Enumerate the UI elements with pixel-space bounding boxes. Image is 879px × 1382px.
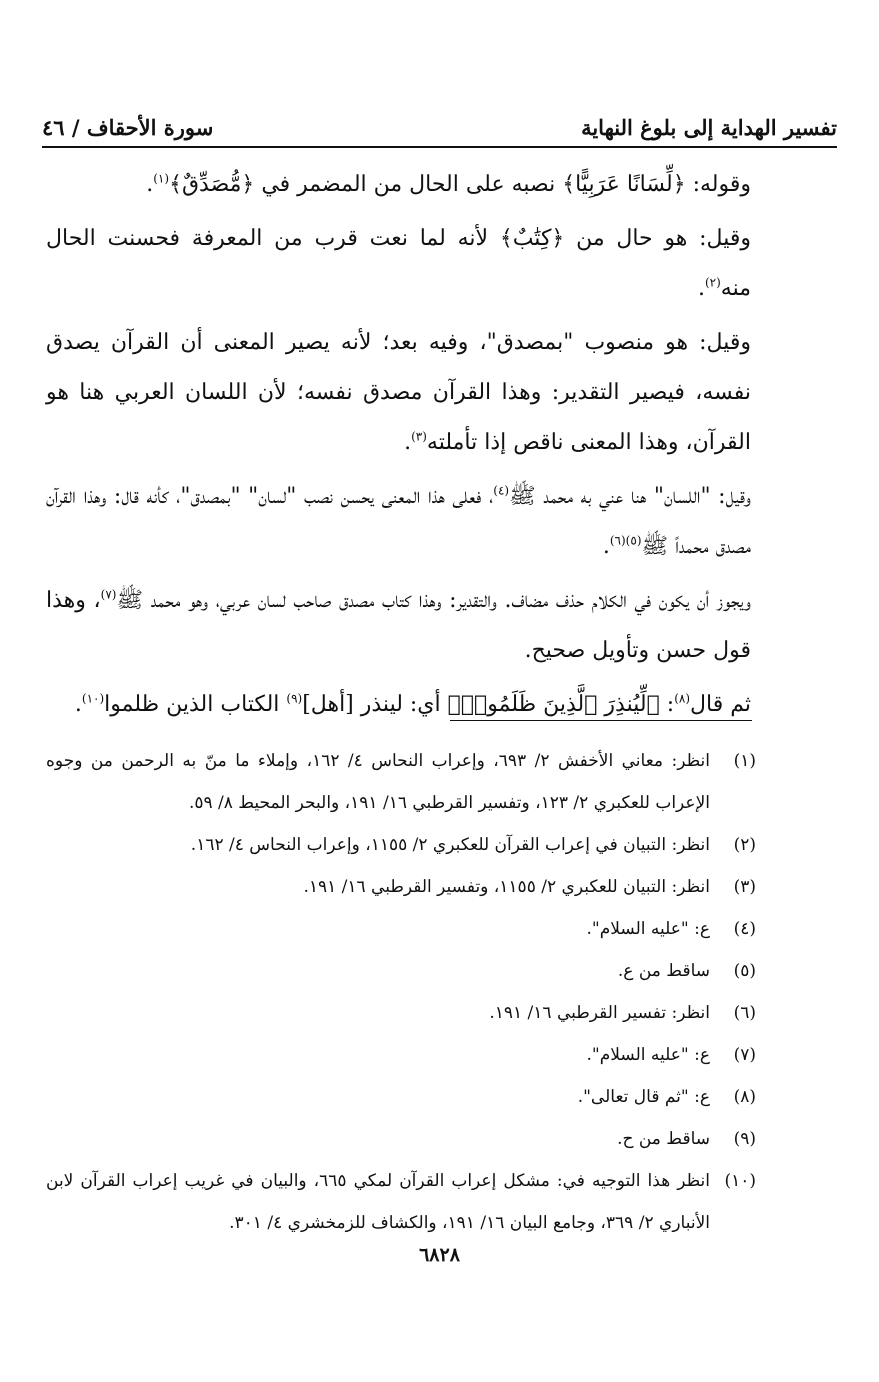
paragraph-6: ثم قال$^{(٨)}$: ﴿لِّيُنذِرَ ٱلَّذِينَ ظَلَمُوا۟﴾ أي: لينذر [أهل]$^{(٩)}$ الكتاب الذين ظلموا$^{(١٠)}$. <box>74 691 751 717</box>
footnote-item: (٤) ع: "عليه السلام". <box>586 919 756 939</box>
main-text <box>46 160 751 734</box>
book-title: تفسير الهداية إلى بلوغ النهاية <box>581 115 837 140</box>
footnote-ref: (٥)(٦) <box>609 533 642 548</box>
footnote-ref: (٧) <box>100 587 117 602</box>
footnote-ref: (١) <box>153 171 170 186</box>
footnote-ref: (١٠) <box>81 691 105 706</box>
footnote-item: (٩) ساقط من ح. <box>617 1129 756 1149</box>
footnote-ref: (٢) <box>704 275 721 290</box>
paragraph-3: وقيل: هو منصوب "بمصدق"، وفيه بعد؛ لأنه يصير المعنى أن القرآن يصدق نفسه، فيصير التقدير: وهذا القرآن مصدق نفسه؛ لأن اللسان العربي هنا هو القرآن، وهذا المعنى ناقص إذا تأملته$^{(٣)}$. <box>46 330 751 455</box>
footnote-item: (٥) ساقط من ع. <box>617 961 756 981</box>
footnote-item: (٧) ع: "عليه السلام". <box>586 1045 756 1065</box>
paragraph-1: وقوله: ﴿لِّسَانًا عَرَبِيًّا﴾ نصبه على الحال من المضمر في ﴿مُّصَدِّقٌ﴾$^{(١)}$. <box>146 171 751 197</box>
paragraph-5: ويجوز أن يكون في الكلام حذف مضاف. والتقدير: وهذا كتاب مصدق صاحب لسان عربي، وهو محمد ﷺ$^{(٧)}$، وهذا قول حسن وتأويل صحيح. <box>46 587 751 663</box>
footnote-ref: (٨) <box>674 691 691 706</box>
footnote-ref: (٤) <box>493 483 510 498</box>
footnote-item: (٣) انظر: التبيان للعكبري ٢/ ١١٥٥، وتفسير القرطبي ١٦/ ١٩١. <box>303 877 756 897</box>
paragraph-2: وقيل: هو حال من ﴿كِتَٰبٌ﴾ لأنه لما نعت قرب من المعرفة فحسنت الحال منه$^{(٢)}$. <box>46 226 751 301</box>
footnote-ref: (٩) <box>286 691 303 706</box>
page-number: ٦٨٢٨ <box>419 1244 460 1266</box>
running-header <box>42 98 837 140</box>
footnote-item: (١) انظر: معاني الأخفش ٢/ ٦٩٣، وإعراب النحاس ٤/ ١٦٢، وإملاء ما منّ به الرحمن من وجوه الإعراب للعكبري ٢/ ١٢٣، وتفسير القرطبي ١٦/ ١٩١، والبحر المحيط ٨/ ٥٩. <box>46 751 756 813</box>
header-divider <box>42 146 837 148</box>
footnote-item: (٢) انظر: التبيان في إعراب القرآن للعكبري ٢/ ١١٥٥، وإعراب النحاس ٤/ ١٦٢. <box>190 835 756 855</box>
footnotes <box>46 740 756 1244</box>
footnote-ref: (٣) <box>411 429 427 444</box>
paragraph-4: وقيل: "اللسان" هنا عني به محمد ﷺ$^{(٤)}$، فعلى هذا المعنى يحسن نصب "لسان" "بمصدق"، كأنه قال: وهذا القرآن مصدق محمداً ﷺ$^{(٥)(٦)}$. <box>46 483 751 559</box>
footnote-item: (٦) انظر: تفسير القرطبي ١٦/ ١٩١. <box>489 1003 756 1023</box>
footnote-item: (٨) ع: "ثم قال تعالى". <box>577 1087 756 1107</box>
footnote-item: (١٠) انظر هذا التوجيه في: مشكل إعراب القرآن لمكي ٦٦٥، والبيان في غريب إعراب القرآن لابن الأنباري ٢/ ٣٦٩، وجامع البيان ١٦/ ١٩١، والكشاف للزمخشري ٤/ ٣٠١. <box>46 1171 756 1233</box>
surah-label: سورة الأحقاف / ٤٦ <box>42 115 214 140</box>
footnote-divider <box>450 720 752 721</box>
